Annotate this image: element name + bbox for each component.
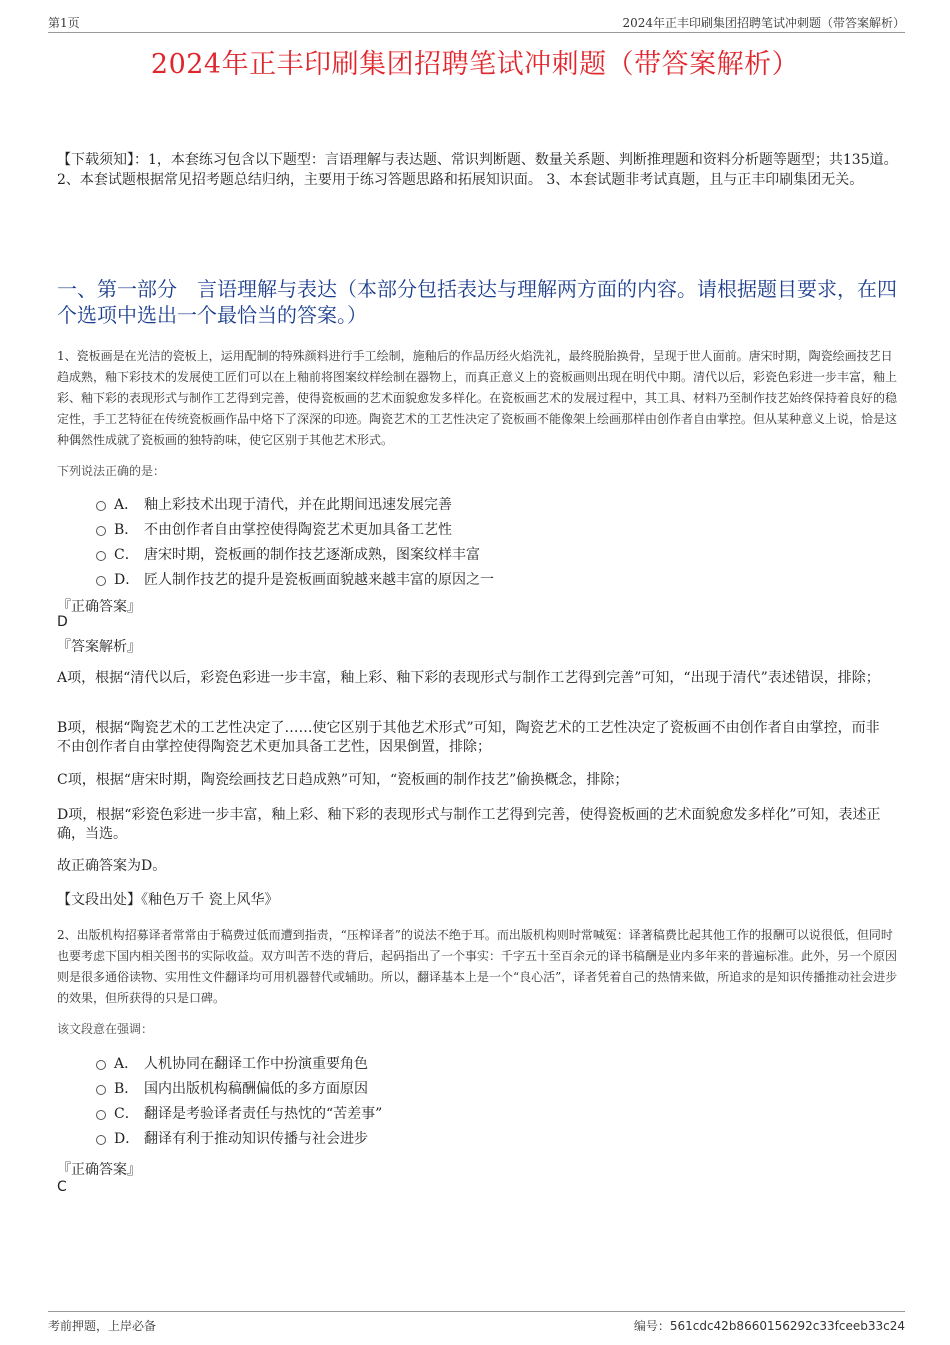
- radio-icon[interactable]: [96, 526, 106, 536]
- document-title: 2024年正丰印刷集团招聘笔试冲刺题（带答案解析）: [150, 49, 800, 80]
- page-footer: [48, 1311, 905, 1336]
- radio-icon[interactable]: [96, 576, 106, 586]
- header-doc-title: 2024年正丰印刷集团招聘笔试冲刺题（带答案解析）: [622, 16, 905, 30]
- analysis-paragraph: B项，根据“陶瓷艺术的工艺性决定了……使它区别于其他艺术形式”可知，陶瓷艺术的工艺性决定了瓷板画不由创作者自由掌控，而非不由创作者自由掌控使得陶瓷艺术更加具备工艺性，因果倒置，排除；: [57, 720, 880, 755]
- question-2-prompt: 该文段意在强调：: [57, 1022, 154, 1036]
- page-number: 第1页: [48, 16, 80, 30]
- question-2-option-b[interactable]: B． 国内出版机构稿酬偏低的多方面原因: [96, 1077, 382, 1102]
- radio-icon[interactable]: [96, 1135, 106, 1145]
- footer-slogan: 考前押题，上岸必备: [48, 1319, 157, 1333]
- question-1-option-b[interactable]: B． 不由创作者自由掌控使得陶瓷艺术更加具备工艺性: [96, 518, 494, 543]
- radio-icon[interactable]: [96, 1110, 106, 1120]
- footer-code-label: 编号：: [633, 1319, 670, 1333]
- question-2-text: 2、出版机构招募译者常常由于稿费过低而遭到指责，“压榨译者”的说法不绝于耳。而出版机构则时常喊冤：译著稿费比起其他工作的报酬可以说很低，但同时也要考虑下国内相关图书的实际收益。双方叫苦不迭的背后，起码指出了一个事实：千字五十至百余元的译书稿酬是业内多年来的普遍标准。此外，另一个原因则是很多通俗读物、实用性文件翻译均可用机器替代或辅助。所以，翻译基本上是一个“良心活”，译者凭着自己的热情来做，所追求的是知识传播推动社会进步的效果，但所获得的只是口碑。: [57, 928, 898, 1005]
- question-1-analysis-label: 『答案解析』: [57, 639, 141, 655]
- question-2-option-d[interactable]: D． 翻译有利于推动知识传播与社会进步: [96, 1127, 382, 1152]
- footer-code-value: 561cdc42b8660156292c33fceeb33c24: [669, 1319, 905, 1333]
- question-1-answer-label: 『正确答案』: [57, 599, 141, 615]
- page-header: [48, 14, 905, 33]
- question-1-answer: D: [57, 614, 68, 630]
- question-1-option-a[interactable]: A． 釉上彩技术出现于清代，并在此期间迅速发展完善: [96, 493, 494, 518]
- question-2-options: [96, 1052, 382, 1152]
- download-notice: 【下载须知】：1，本套练习包含以下题型：言语理解与表达题、常识判断题、数量关系题、判断推理题和资料分析题等题型；共135道。 2、本套试题根据常见招考题总结归纳，主要用于练习答题思路和拓展知识面。 3、本套试题非考试真题，且与正丰印刷集团无关。: [57, 152, 898, 188]
- analysis-paragraph: D项，根据“彩瓷色彩进一步丰富，釉上彩、釉下彩的表现形式与制作工艺得到完善，使得瓷板画的艺术面貌愈发多样化”可知，表述正确，当选。: [57, 807, 881, 842]
- question-1-options: [96, 493, 494, 593]
- footer-code: [634, 1317, 905, 1334]
- question-1-option-c[interactable]: C． 唐宋时期，瓷板画的制作技艺逐渐成熟，图案纹样丰富: [96, 543, 494, 568]
- analysis-paragraph: C项，根据“唐宋时期，陶瓷绘画技艺日趋成熟”可知，“瓷板画的制作技艺”偷换概念，排除；: [57, 772, 629, 788]
- radio-icon[interactable]: [96, 501, 106, 511]
- question-1-prompt: 下列说法正确的是：: [57, 464, 166, 478]
- section-heading: 一、第一部分 言语理解与表达（本部分包括表达与理解两方面的内容。请根据题目要求，在四个选项中选出一个最恰当的答案。）: [57, 277, 897, 327]
- analysis-conclusion: 故正确答案为D。: [57, 858, 167, 874]
- question-2-option-a[interactable]: A． 人机协同在翻译工作中扮演重要角色: [96, 1052, 382, 1077]
- question-1-source: 【文段出处】《釉色万千 瓷上风华》: [57, 892, 279, 908]
- radio-icon[interactable]: [96, 551, 106, 561]
- question-1-text: 1、瓷板画是在光洁的瓷板上，运用配制的特殊颜料进行手工绘制，施釉后的作品历经火焰洗礼，最终脱胎换骨，呈现于世人面前。唐宋时期，陶瓷绘画技艺日趋成熟，釉下彩技术的发展使工匠们可以在上釉前将图案纹样绘制在器物上，而真正意义上的瓷板画则出现在明代中期。清代以后，彩瓷色彩进一步丰富，釉上彩、釉下彩的表现形式与制作工艺得到完善，使得瓷板画的艺术面貌愈发多样化。在瓷板画艺术的发展过程中，其工具、材料乃至制作技艺始终保持着良好的稳定性，手工艺特征在传统瓷板画作品中烙下了深深的印迹。陶瓷艺术的工艺性决定了瓷板画不能像架上绘画那样由创作者自由掌控。但从某种意义上说，恰是这种偶然性成就了瓷板画的独特韵味，使它区别于其他艺术形式。: [57, 349, 898, 447]
- question-2-answer-label: 『正确答案』: [57, 1162, 141, 1178]
- radio-icon[interactable]: [96, 1060, 106, 1070]
- question-2-answer: C: [57, 1179, 67, 1195]
- question-1-option-d[interactable]: D． 匠人制作技艺的提升是瓷板画面貌越来越丰富的原因之一: [96, 568, 494, 593]
- radio-icon[interactable]: [96, 1085, 106, 1095]
- analysis-paragraph: A项，根据“清代以后，彩瓷色彩进一步丰富，釉上彩、釉下彩的表现形式与制作工艺得到完善”可知，“出现于清代”表述错误，排除；: [57, 670, 880, 686]
- question-2-option-c[interactable]: C． 翻译是考验译者责任与热忱的“苦差事”: [96, 1102, 382, 1127]
